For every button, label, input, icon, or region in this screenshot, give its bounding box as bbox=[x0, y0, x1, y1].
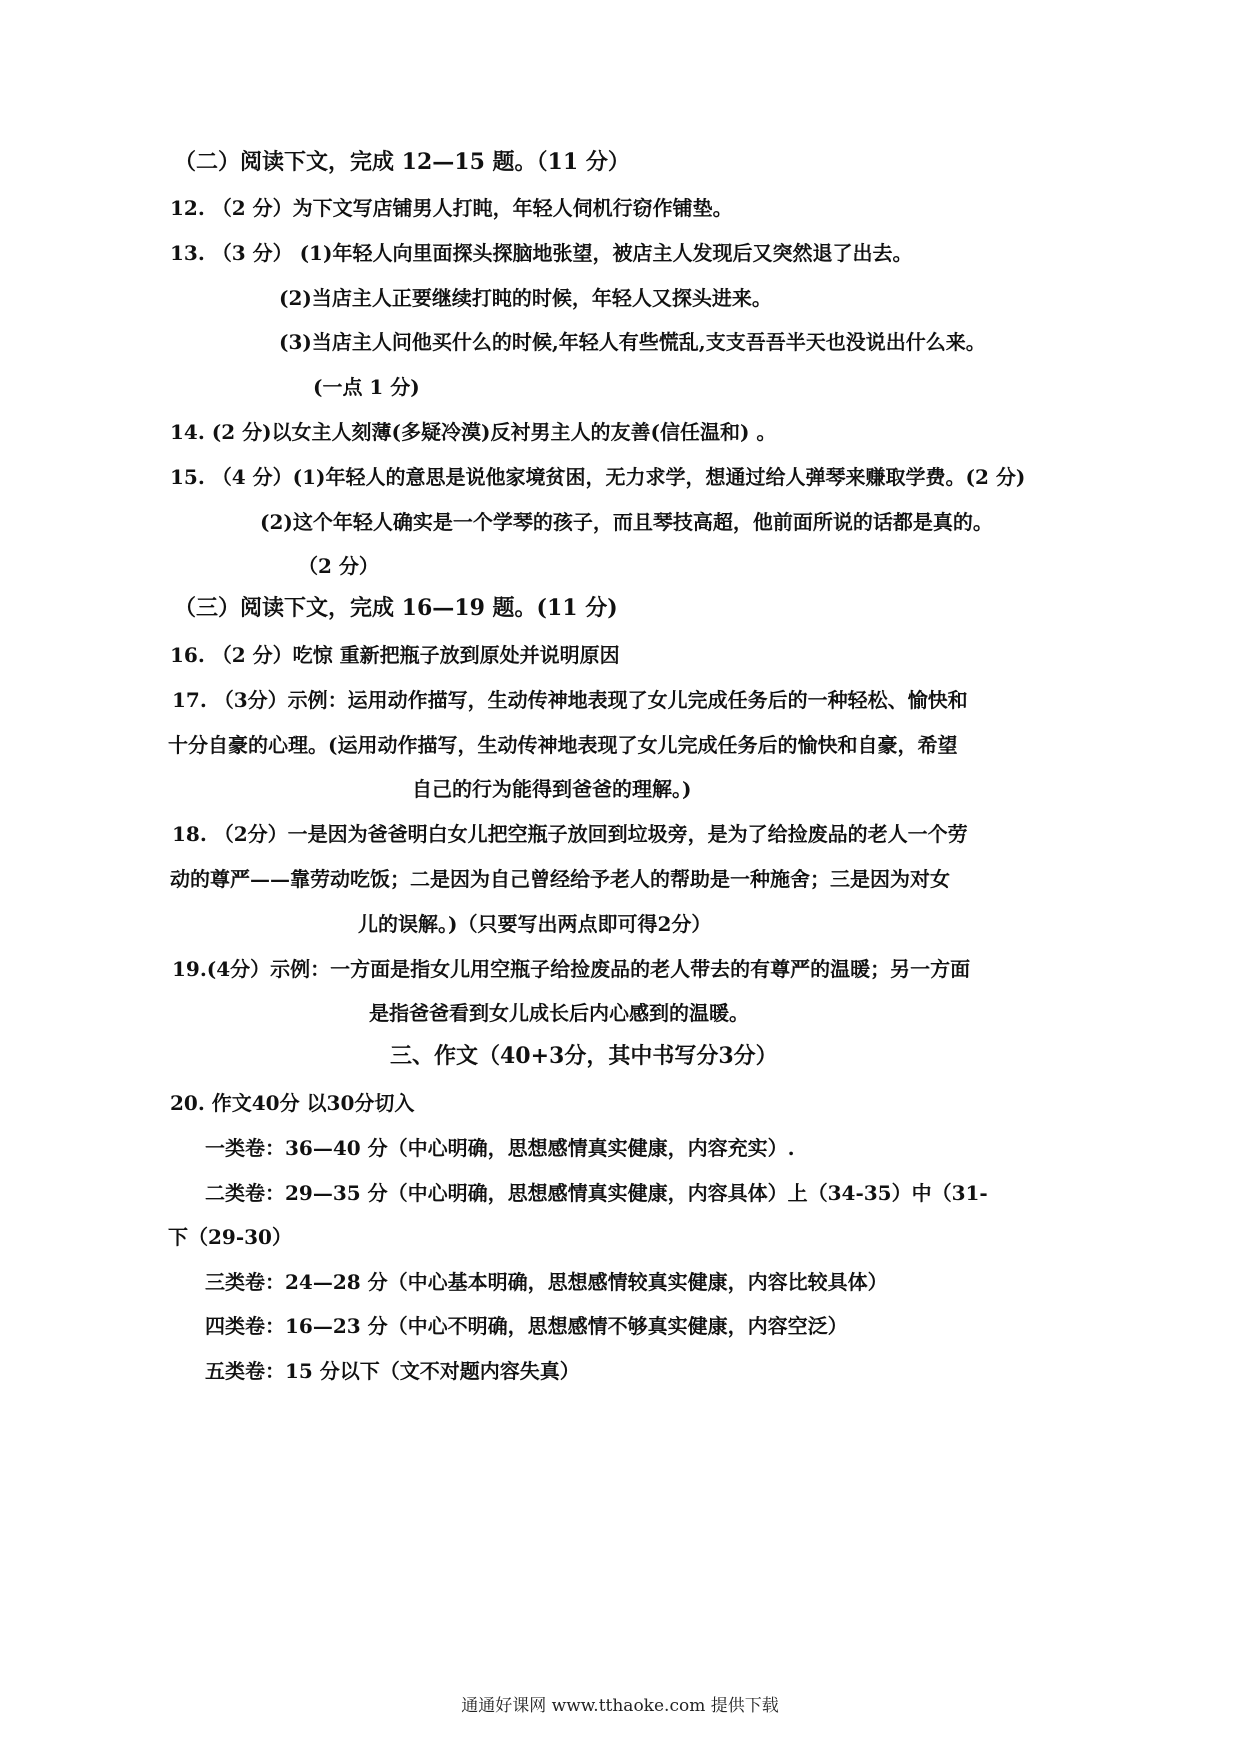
grade-2-continued: 下（29-30） bbox=[168, 1225, 292, 1249]
answer-14: 14. (2 分)以女主人刻薄(多疑冷漠)反衬男主人的友善(信任温和) 。 bbox=[170, 420, 777, 444]
essay-heading: 三、作文（40+3分，其中书写分3分） bbox=[390, 1043, 778, 1069]
answer-13-line3: (3)当店主人问他买什么的时候,年轻人有些慌乱,支支吾吾半天也没说出什么来。 bbox=[279, 330, 986, 354]
answer-15-line2: (2)这个年轻人确实是一个学琴的孩子，而且琴技高超，他前面所说的话都是真的。 bbox=[260, 510, 993, 534]
answer-13-line1: 13. （3 分） (1)年轻人向里面探头探脑地张望，被店主人发现后又突然退了出去。 bbox=[170, 241, 913, 265]
answer-15-note: （2 分） bbox=[298, 554, 379, 578]
answer-17-line1: 17. （3分）示例：运用动作描写，生动传神地表现了女儿完成任务后的一种轻松、愉快和 bbox=[172, 688, 968, 712]
answer-18-line1: 18. （2分）一是因为爸爸明白女儿把空瓶子放回到垃圾旁，是为了给捡废品的老人一个劳 bbox=[172, 822, 968, 846]
section2-heading: （二）阅读下文，完成 12—15 题。（11 分） bbox=[174, 149, 630, 175]
grade-2: 二类卷：29—35 分（中心明确，思想感情真实健康，内容具体）上（34-35）中（31- bbox=[205, 1181, 988, 1205]
section3-heading: （三）阅读下文，完成 16—19 题。(11 分) bbox=[174, 595, 618, 621]
answer-19-line1: 19.(4分）示例：一方面是指女儿用空瓶子给捡废品的老人带去的有尊严的温暖；另一方面 bbox=[172, 957, 971, 981]
answer-13-note: (一点 1 分) bbox=[313, 375, 420, 399]
grade-4: 四类卷：16—23 分（中心不明确，思想感情不够真实健康，内容空泛） bbox=[205, 1314, 848, 1338]
answer-18-line3: 儿的误解。)（只要写出两点即可得2分） bbox=[358, 912, 712, 936]
answer-13-line2: (2)当店主人正要继续打盹的时候，年轻人又探头进来。 bbox=[279, 286, 772, 310]
grade-3: 三类卷：24—28 分（中心基本明确，思想感情较真实健康，内容比较具体） bbox=[205, 1270, 888, 1294]
answer-15-line1: 15. （4 分）(1)年轻人的意思是说他家境贫困，无力求学，想通过给人弹琴来赚取学费。(2 分) bbox=[170, 465, 1026, 489]
answer-20: 20. 作文40分 以30分切入 bbox=[170, 1091, 415, 1115]
answer-17-line3: 自己的行为能得到爸爸的理解。) bbox=[412, 777, 692, 801]
page-footer: 通通好课网 www.tthaoke.com 提供下载 bbox=[461, 1696, 779, 1716]
answer-16: 16. （2 分）吃惊 重新把瓶子放到原处并说明原因 bbox=[170, 643, 620, 667]
grade-5: 五类卷：15 分以下（文不对题内容失真） bbox=[205, 1359, 580, 1383]
grade-1: 一类卷：36—40 分（中心明确，思想感情真实健康，内容充实）. bbox=[205, 1136, 795, 1160]
answer-19-line2: 是指爸爸看到女儿成长后内心感到的温暖。 bbox=[369, 1001, 749, 1025]
answer-18-line2: 动的尊严——靠劳动吃饭；二是因为自己曾经给予老人的帮助是一种施舍；三是因为对女 bbox=[170, 867, 950, 891]
answer-12: 12. （2 分）为下文写店铺男人打盹，年轻人伺机行窃作铺垫。 bbox=[170, 196, 733, 220]
answer-17-line2: 十分自豪的心理。(运用动作描写，生动传神地表现了女儿完成任务后的愉快和自豪，希望 bbox=[168, 733, 958, 757]
